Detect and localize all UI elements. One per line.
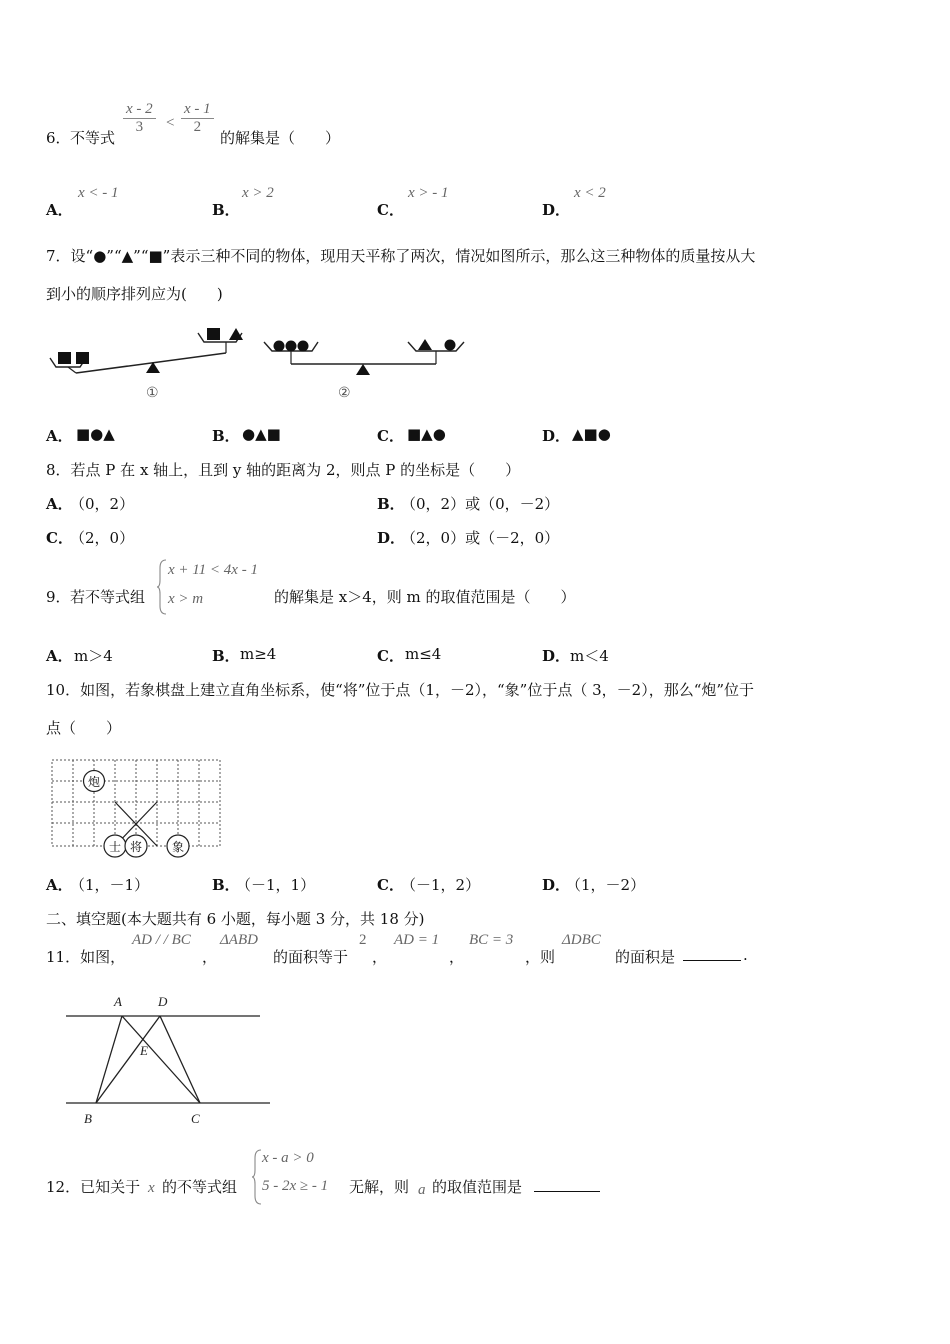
q8-option-a-text: （0，2） bbox=[70, 495, 135, 513]
q6-option-c-expr: x > - 1 bbox=[408, 185, 449, 201]
q9-option-a-text: m＞4 bbox=[74, 647, 113, 665]
piece-jiang-label: 将 bbox=[129, 840, 143, 854]
q8-option-b-text: （0，2）或（0，－2） bbox=[401, 495, 560, 513]
q10-option-d-text: （1，－2） bbox=[566, 876, 646, 894]
fig1-label: ① bbox=[146, 386, 159, 401]
piece-xiang-label: 象 bbox=[171, 840, 185, 854]
q11-trapezoid-figure bbox=[60, 990, 275, 1130]
q11-math-bc-3: BC = 3 bbox=[469, 932, 514, 948]
q6-tail: 的解集是（ ） bbox=[220, 129, 341, 147]
q6-number: 6． bbox=[46, 129, 71, 147]
piece-jiang bbox=[125, 835, 147, 857]
q10-option-b-label: B． bbox=[212, 876, 240, 894]
q11-number: 11．如图， bbox=[46, 948, 126, 966]
q6-frac2-numerator: x - 1 bbox=[181, 101, 214, 119]
q9-option-a-label: A． bbox=[46, 647, 73, 665]
q8-stem: 8．若点 P 在 x 轴上，且到 y 轴的距离为 2，则点 P 的坐标是（ ） bbox=[46, 461, 521, 479]
q6-less-than: < bbox=[166, 115, 175, 131]
q9-tail: 的解集是 x＞4，则 m 的取值范围是（ ） bbox=[274, 588, 576, 606]
q6-option-a-expr: x < - 1 bbox=[78, 185, 119, 201]
q8-option-c-label: C． bbox=[46, 529, 73, 547]
q12-var-x: x bbox=[148, 1180, 155, 1196]
square-icon bbox=[76, 352, 89, 364]
q9-brace bbox=[156, 558, 168, 616]
q7-stem-line2: 到小的顺序排列应为( ) bbox=[46, 285, 223, 303]
q7-option-b-text: ●▲■ bbox=[242, 425, 281, 443]
q6-frac2-denominator: 2 bbox=[193, 119, 202, 135]
q7-option-a-label: A． bbox=[46, 427, 73, 445]
q8-option-d-label: D． bbox=[377, 529, 406, 547]
piece-shi-label: 士 bbox=[108, 840, 122, 854]
q7-option-b-label: B． bbox=[212, 427, 240, 445]
fulcrum-triangle-icon bbox=[356, 364, 370, 375]
q6-option-d-label: D． bbox=[542, 201, 571, 219]
q11-answer-blank bbox=[683, 946, 741, 961]
q11-text3: 的面积是 bbox=[615, 948, 676, 966]
q11-sep3: ， bbox=[449, 948, 465, 966]
square-icon bbox=[58, 352, 71, 364]
q6-frac1-denominator: 3 bbox=[135, 119, 144, 135]
q10-stem-line2: 点（ ） bbox=[46, 719, 122, 737]
q12-text2: 无解，则 bbox=[349, 1178, 410, 1196]
q10-option-d-label: D． bbox=[542, 876, 571, 894]
fig2-label: ② bbox=[338, 386, 351, 401]
q11-math-ad-1: AD = 1 bbox=[394, 932, 440, 948]
q12-system-line1: x - a > 0 bbox=[262, 1150, 314, 1166]
piece-xiang bbox=[167, 835, 189, 857]
q12-number: 12．已知关于 bbox=[46, 1178, 141, 1196]
q12-system-line2: 5 - 2x ≥ - 1 bbox=[262, 1178, 329, 1194]
circle-icon bbox=[286, 341, 297, 352]
circle-icon bbox=[274, 341, 285, 352]
q11-end: . bbox=[743, 946, 748, 964]
q10-option-a-text: （1，－1） bbox=[70, 876, 150, 894]
q10-chessboard bbox=[48, 756, 226, 862]
q11-math-2: 2 bbox=[359, 932, 367, 948]
q7-option-c-text: ■▲● bbox=[407, 425, 446, 443]
balance-scale-2 bbox=[264, 339, 464, 401]
q11-text1: 的面积等于 bbox=[273, 948, 349, 966]
piece-pao bbox=[84, 771, 105, 792]
q6-option-b-expr: x > 2 bbox=[242, 185, 274, 201]
q11-text2: ，则 bbox=[525, 948, 556, 966]
triangle-icon bbox=[418, 339, 432, 350]
balance-scale-1 bbox=[50, 328, 243, 401]
q11-math-triangle-dbc: ΔDBC bbox=[562, 932, 601, 948]
q10-option-c-text: （－1，2） bbox=[401, 876, 481, 894]
q9-option-d-label: D． bbox=[542, 647, 571, 665]
q6-fraction-1 bbox=[123, 101, 156, 136]
section-2-heading: 二、填空题(本大题共有 6 小题，每小题 3 分，共 18 分) bbox=[46, 910, 425, 928]
q9-number: 9． bbox=[46, 588, 71, 606]
q8-option-a-label: A． bbox=[46, 495, 73, 513]
q7-balance-figures bbox=[46, 320, 471, 404]
piece-shi bbox=[104, 835, 126, 857]
point-c-label: C bbox=[191, 1111, 200, 1126]
q9-option-d-text: m＜4 bbox=[570, 647, 609, 665]
q12-var-a: a bbox=[418, 1182, 426, 1198]
q10-stem-line1: 10．如图，若象棋盘上建立直角坐标系，使“将”位于点（1，－2），“象”位于点（ 3，－2），那么“炮”位于 bbox=[46, 681, 755, 699]
q7-option-d-text: ▲■● bbox=[572, 425, 611, 443]
point-b-label: B bbox=[84, 1111, 92, 1126]
q11-sep1: ， bbox=[202, 948, 218, 966]
q9-system-line2: x > m bbox=[168, 591, 204, 607]
q7-option-a-text: ■●▲ bbox=[76, 425, 115, 443]
q11-math-ad-parallel-bc: AD / / BC bbox=[132, 932, 191, 948]
q12-text1: 的不等式组 bbox=[162, 1178, 238, 1196]
q9-option-c-text: m≤4 bbox=[405, 645, 442, 663]
point-e-label: E bbox=[140, 1043, 148, 1058]
square-icon bbox=[207, 328, 220, 340]
point-d-label: D bbox=[158, 994, 168, 1009]
circle-icon bbox=[298, 341, 309, 352]
q9-option-b-text: m≥4 bbox=[240, 645, 277, 663]
point-a-label: A bbox=[114, 994, 122, 1009]
q8-option-d-text: （2，0）或（－2，0） bbox=[401, 529, 560, 547]
q7-option-c-label: C． bbox=[377, 427, 404, 445]
q9-option-c-label: C． bbox=[377, 647, 404, 665]
q9-option-b-label: B． bbox=[212, 647, 240, 665]
q7-option-d-label: D． bbox=[542, 427, 571, 445]
q6-frac1-numerator: x - 2 bbox=[123, 101, 156, 119]
q9-system-line1: x + 11 < 4x - 1 bbox=[168, 562, 258, 578]
q10-option-a-label: A． bbox=[46, 876, 73, 894]
q8-option-b-label: B． bbox=[377, 495, 405, 513]
q8-option-c-text: （2，0） bbox=[70, 529, 135, 547]
q7-stem-line1: 7．设“●”“▲”“■”表示三种不同的物体，现用天平称了两次，情况如图所示，那么这三种物体的质量按从大 bbox=[46, 247, 756, 265]
q12-answer-blank bbox=[534, 1177, 600, 1192]
q6-option-b-label: B． bbox=[212, 201, 240, 219]
q6-option-c-label: C． bbox=[377, 201, 404, 219]
q11-math-triangle-abd: ΔABD bbox=[220, 932, 258, 948]
q12-text3: 的取值范围是 bbox=[432, 1178, 523, 1196]
q9-lead: 若不等式组 bbox=[70, 588, 146, 606]
piece-pao-label: 炮 bbox=[87, 775, 101, 789]
q11-sep2: ， bbox=[372, 948, 388, 966]
q10-option-c-label: C． bbox=[377, 876, 404, 894]
q10-option-b-text: （－1，1） bbox=[236, 876, 316, 894]
circle-icon bbox=[445, 340, 456, 351]
q6-fraction-2 bbox=[181, 101, 214, 136]
q6-option-a-label: A． bbox=[46, 201, 73, 219]
q6-lead: 不等式 bbox=[70, 129, 116, 147]
q6-option-d-expr: x < 2 bbox=[574, 185, 606, 201]
